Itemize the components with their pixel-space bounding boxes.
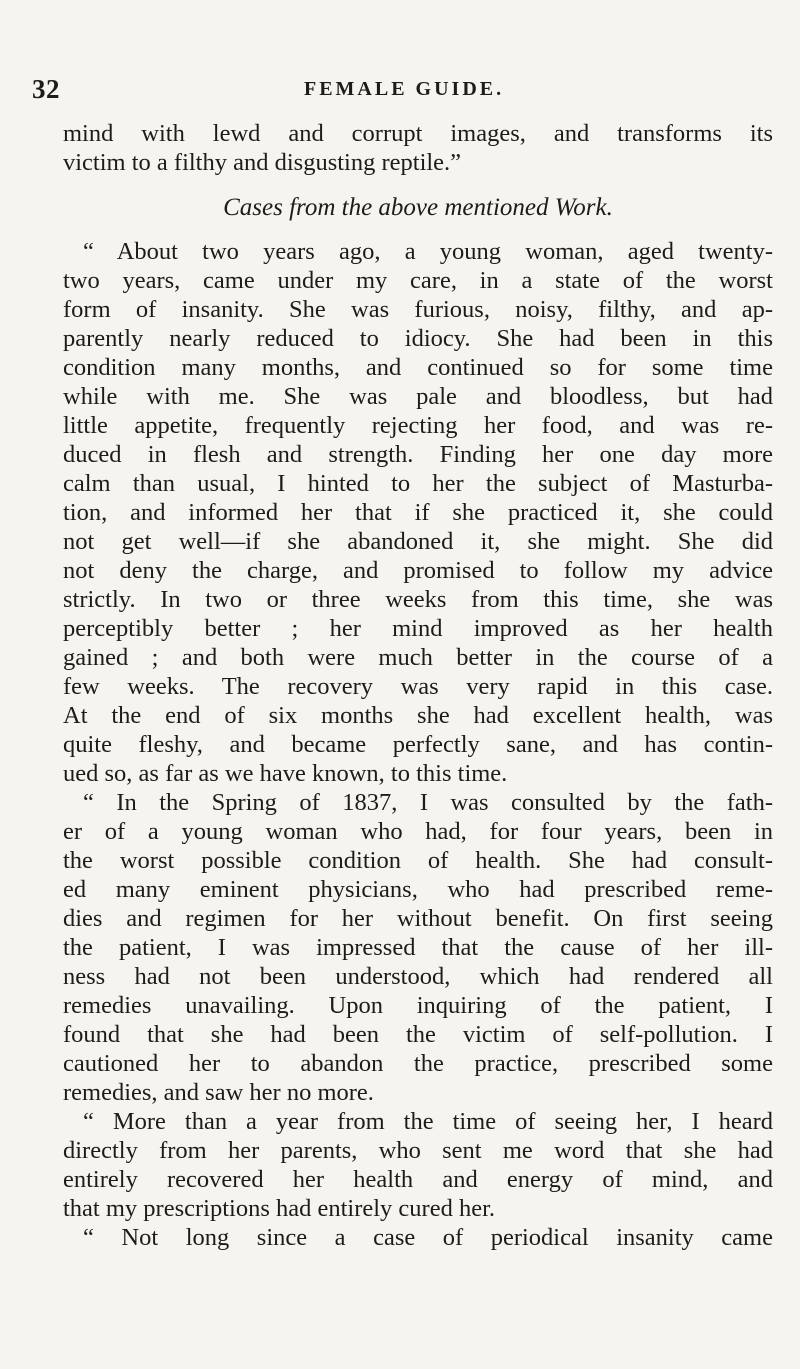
text-line: strictly. In two or three weeks from this time, she was (63, 586, 773, 613)
text-line: “ Not long since a case of periodical insanity came (83, 1224, 773, 1251)
text-line: form of insanity. She was furious, noisy, filthy, and ap- (63, 296, 773, 323)
text-line: not deny the charge, and promised to follow my advice (63, 557, 773, 584)
text-line: “ About two years ago, a young woman, aged twenty- (83, 238, 773, 265)
text-line: ued so, as far as we have known, to this time. (63, 760, 508, 787)
text-line: quite fleshy, and became perfectly sane, and has contin- (63, 731, 773, 758)
text-line: dies and regimen for her without benefit. On first seeing (63, 905, 773, 932)
text-line: “ More than a year from the time of seeing her, I heard (83, 1108, 773, 1135)
body-text (63, 119, 773, 1252)
text-line: the worst possible condition of health. She had consult- (63, 847, 773, 874)
text-line: the patient, I was impressed that the cause of her ill- (63, 934, 773, 961)
text-line: remedies unavailing. Upon inquiring of the patient, I (63, 992, 773, 1019)
section-heading: Cases from the above mentioned Work. (223, 194, 613, 221)
text-line: victim to a filthy and disgusting reptile.” (63, 149, 462, 176)
text-line: tion, and informed her that if she practiced it, she could (63, 499, 773, 526)
running-head: FEMALE GUIDE. (304, 78, 505, 100)
text-line: gained ; and both were much better in the course of a (63, 644, 773, 671)
text-line: At the end of six months she had excellent health, was (63, 702, 773, 729)
text-line: ness had not been understood, which had rendered all (63, 963, 773, 990)
text-line: calm than usual, I hinted to her the subject of Masturba- (63, 470, 773, 497)
text-line: ed many eminent physicians, who had prescribed reme- (63, 876, 773, 903)
text-line: cautioned her to abandon the practice, prescribed some (63, 1050, 773, 1077)
text-line: remedies, and saw her no more. (63, 1079, 374, 1106)
text-line: mind with lewd and corrupt images, and transforms its (63, 120, 773, 147)
text-line: condition many months, and continued so for some time (63, 354, 773, 381)
text-line: found that she had been the victim of self-pollution. I (63, 1021, 773, 1048)
text-line: perceptibly better ; her mind improved as her health (63, 615, 773, 642)
text-line: entirely recovered her health and energy of mind, and (63, 1166, 773, 1193)
text-line: two years, came under my care, in a state of the worst (63, 267, 773, 294)
text-line: few weeks. The recovery was very rapid in this case. (63, 673, 773, 700)
text-line: little appetite, frequently rejecting her food, and was re- (63, 412, 773, 439)
text-line: directly from her parents, who sent me word that she had (63, 1137, 773, 1164)
text-line: that my prescriptions had entirely cured her. (63, 1195, 496, 1222)
text-line: duced in flesh and strength. Finding her one day more (63, 441, 773, 468)
text-line: while with me. She was pale and bloodless, but had (63, 383, 773, 410)
text-line: parently nearly reduced to idiocy. She had been in this (63, 325, 773, 352)
page-header (32, 74, 732, 110)
page-number: 32 (32, 74, 60, 104)
text-line: not get well—if she abandoned it, she might. She did (63, 528, 773, 555)
text-line: “ In the Spring of 1837, I was consulted by the fath- (83, 789, 773, 816)
text-line: er of a young woman who had, for four years, been in (63, 818, 773, 845)
